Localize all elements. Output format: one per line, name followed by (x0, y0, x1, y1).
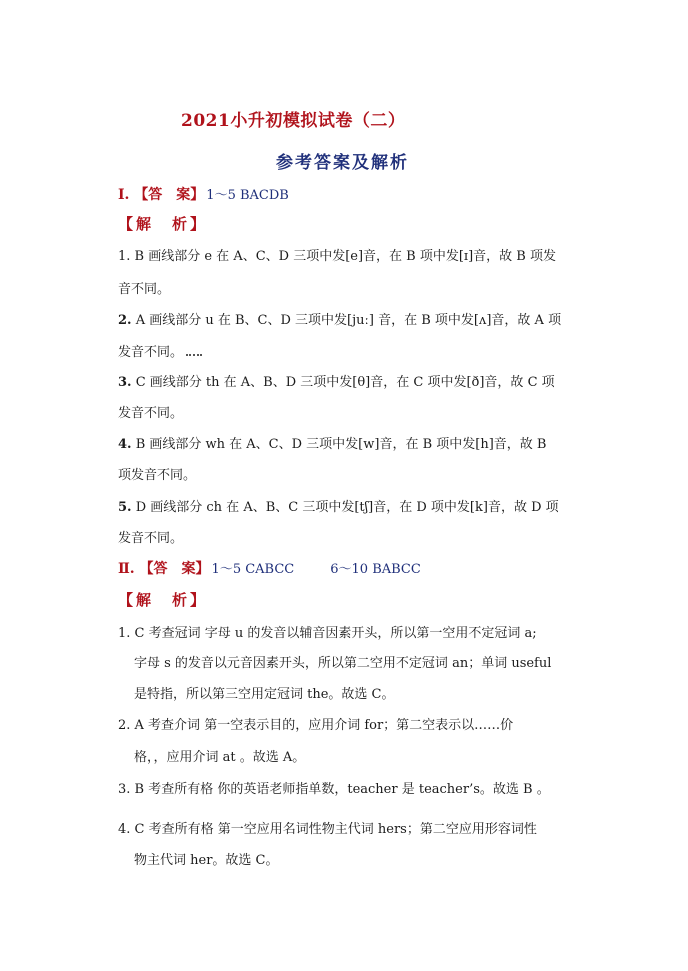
s2-item1-line2: 字母 s 的发音以元音因素开头，所以第二空用不定冠词 an；单词 useful (134, 656, 552, 671)
s1-item3-line2: 发音不同。 (118, 406, 184, 421)
s1-item1-num: 1. (118, 249, 131, 264)
s2-item4-line1: 4. C 考查所有格 第一空应用名词性物主代词 hers；第二空应用形容词性 (118, 822, 537, 837)
s1-item5-num: 5. (118, 500, 132, 515)
s2-item1-line3: 是特指，所以第三空用定冠词 the。故选 C。 (134, 687, 395, 702)
s2-item3-line1: 3. B 考查所有格 你的英语老师指单数，teacher 是 teacher’s。故选 B 。 (118, 782, 550, 797)
section1-analysis-heading: 【解 析】 (118, 215, 209, 233)
s1-item5-line1 (118, 499, 559, 517)
section2-answer-heading (118, 560, 421, 579)
s1-item4-line2: 项发音不同。 (118, 468, 197, 483)
s2-item2-line2: 格，，应用介词 at 。故选 A。 (134, 750, 306, 765)
section2-answers-2: 6～10 BABCC (330, 562, 421, 577)
s1-item2-text: A 画线部分 u 在 B、C、D 三项中发[juː] 音，在 B 项中发[ʌ]音，故 A 项 (131, 313, 562, 328)
s1-item2-text2: 发音不同。 (118, 345, 184, 360)
section2-head-label: Ⅱ. 【答 案】 (118, 561, 210, 577)
s1-item2-line1 (118, 312, 561, 330)
s1-item4-text: B 画线部分 wh 在 A、C、D 三项中发[w]音，在 B 项中发[h]音，故 B (131, 437, 547, 452)
page-title: 2021小升初模拟试卷（二） (181, 111, 406, 131)
s1-item5-text: D 画线部分 ch 在 A、B、C 三项中发[tʃ]音，在 D 项中发[k]音，故 D 项 (131, 500, 559, 515)
s1-item1-text: B 画线部分 e 在 A、C、D 三项中发[e]音，在 B 项中发[ɪ]音，故 B 项发 (130, 249, 556, 264)
section1-head-label: Ⅰ. 【答 案】 (118, 187, 205, 203)
s1-item2-line2 (118, 344, 202, 362)
s1-item1-line1 (118, 248, 556, 266)
section1-answer-heading (118, 186, 289, 205)
page-subtitle: 参考答案及解析 (276, 153, 409, 173)
s1-item5-line2: 发音不同。 (118, 531, 184, 546)
section2-answers-1: 1～5 CABCC (211, 562, 295, 577)
section1-answers: 1～5 BACDB (206, 188, 289, 203)
section2-analysis-heading: 【解 析】 (118, 591, 209, 609)
s2-item2-line1: 2. A 考查介词 第一空表示目的，应用介词 for；第二空表示以……价 (118, 718, 514, 733)
s1-item3-num: 3. (118, 375, 132, 390)
s1-item3-text: C 画线部分 th 在 A、B、D 三项中发[θ]音，在 C 项中发[ð]音，故 C 项 (131, 375, 555, 390)
s1-item4-num: 4. (118, 437, 132, 452)
s1-item1-line2: 音不同。 (118, 282, 171, 297)
s1-item2-num: 2. (118, 313, 132, 328)
s1-item3-line1 (118, 374, 555, 392)
s2-item1-line1: 1. C 考查冠词 字母 u 的发音以辅音因素开头，所以第一空用不定冠词 a; (118, 626, 537, 641)
s1-item4-line1 (118, 436, 546, 454)
ellipsis-mark (186, 346, 202, 356)
s2-item4-line2: 物主代词 her。故选 C。 (134, 853, 279, 868)
